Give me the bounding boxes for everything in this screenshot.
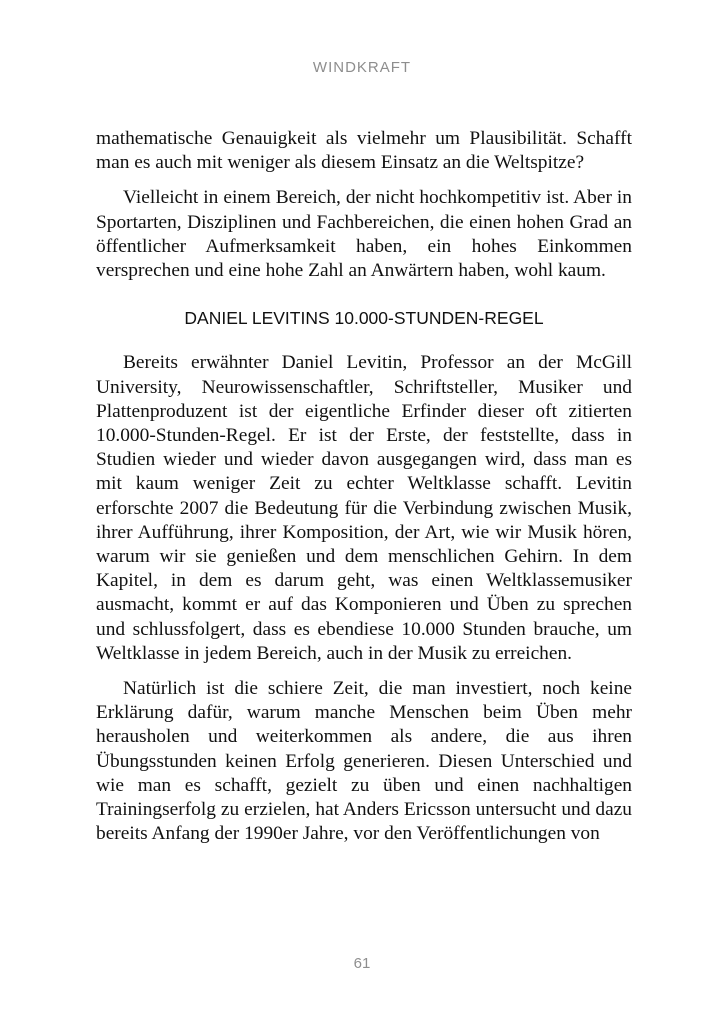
section-heading: DANIEL LEVITINS 10.000-STUNDEN-REGEL	[184, 308, 544, 329]
running-head: WINDKRAFT	[312, 59, 412, 76]
page-body	[96, 127, 632, 857]
paragraph: Natürlich ist die schiere Zeit, die man investiert, noch keine Erklärung dafür, warum manche Menschen beim Üben mehr herausholen und weiterkommen als andere, die aus ihren Übungsstunden keinen Erfolg generieren. Diesen Unterschied und wie man es schafft, gezielt zu üben und einen nachhaltigen Trainingserfolg zu erzielen, hat Anders Ericsson untersucht und dazu bereits Anfang der 1990er Jahre, vor den Veröffentlichungen von	[96, 678, 632, 845]
page-number: 61	[353, 955, 371, 972]
paragraph-continued: mathematische Genauigkeit als vielmehr um Plausibilität. Schafft man es auch mit weniger als diesem Einsatz an die Weltspitze?	[96, 128, 632, 174]
paragraph: Vielleicht in einem Bereich, der nicht hochkompetitiv ist. Aber in Sportarten, Disziplinen und Fachbereichen, die einen hohen Grad an öffentlicher Aufmerksamkeit haben, ein hohes Einkommen versprechen und eine hohe Zahl an Anwärtern haben, wohl kaum.	[96, 187, 632, 282]
paragraph: Bereits erwähnter Daniel Levitin, Professor an der McGill University, Neurowissenschaftler, Schriftsteller, Musiker und Plattenproduzent ist der eigentliche Erfinder dieser oft zitierten 10.000-Stunden-Regel. Er ist der Erste, der feststellte, dass in Studien wieder und wieder davon ausgegangen wird, dass man es mit kaum weniger Zeit zu echter Weltklasse schafft. Levitin erforschte 2007 die Bedeutung für die Verbindung zwischen Musik, ihrer Aufführung, ihrer Komposition, der Art, wie wir Musik hören, warum wir sie genießen und dem menschlichen Gehirn. In dem Kapitel, in dem es darum geht, was einen Weltklassemusiker ausmacht, kommt er auf das Komponieren und Üben zu sprechen und schlussfolgert, dass es ebendiese 10.000 Stunden brauche, um Weltklasse in jedem Bereich, auch in der Musik zu erreichen.	[96, 352, 632, 664]
